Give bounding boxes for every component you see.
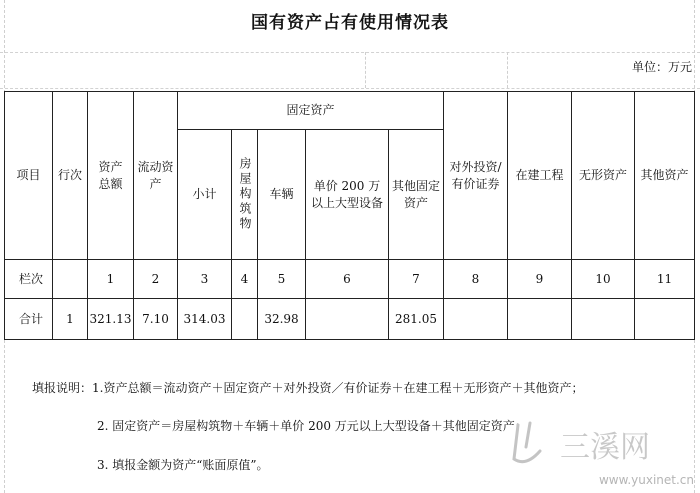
site-watermark xyxy=(496,417,696,487)
column-number: 6 xyxy=(343,271,351,286)
header-item: 项目 xyxy=(16,168,41,182)
note-line-1: 填报说明：1.资产总额＝流动资产＋固定资产＋对外投资／有价证券＋在建工程＋无形资产＋其他资产； xyxy=(32,381,584,395)
total-row-value: 281.05 xyxy=(395,311,437,326)
total-row-value xyxy=(444,299,507,339)
note-line-2: 2. 固定资产＝房屋构筑物＋车辆＋单价 200 万元以上大型设备＋其他固定资产； xyxy=(97,419,527,433)
table-border xyxy=(694,91,695,340)
column-number: 4 xyxy=(240,271,249,286)
total-row-value: 314.03 xyxy=(183,311,226,326)
header-row-no: 行次 xyxy=(57,168,82,182)
table-border xyxy=(4,339,694,340)
header-fixed-assets: 固定资产 xyxy=(286,103,335,117)
note-line-3: 3. 填报金额为资产“账面原值”。 xyxy=(97,458,269,472)
total-row-value xyxy=(635,299,694,339)
column-number: 9 xyxy=(535,271,544,286)
header-other-assets: 其他资产 xyxy=(640,168,689,182)
column-number: 2 xyxy=(151,271,160,286)
column-number: 11 xyxy=(656,271,673,286)
watermark-text: 三溪网 xyxy=(560,430,650,465)
total-row-value: 321.13 xyxy=(89,311,132,326)
header-intangible: 无形资产 xyxy=(578,168,627,182)
column-number-label: 栏次 xyxy=(19,271,44,286)
column-number: 10 xyxy=(595,271,611,286)
header-subtotal: 小计 xyxy=(192,187,217,201)
total-row-label: 合计 xyxy=(19,311,44,326)
total-row-value: 1 xyxy=(66,311,74,326)
page-title: 国有资产占有使用情况表 xyxy=(251,13,449,33)
header-construction: 在建工程 xyxy=(515,168,564,182)
column-number: 5 xyxy=(277,271,286,286)
total-row-value xyxy=(232,299,257,339)
header-other-fixed: 其他固定资产 xyxy=(391,178,440,210)
column-number: 7 xyxy=(412,271,420,286)
watermark-url: www.yuxinet.cn xyxy=(598,473,694,487)
header-current-assets: 流动资产 xyxy=(137,159,174,191)
total-row-value: 7.10 xyxy=(142,311,169,326)
header-buildings-text: 房屋构筑物 xyxy=(238,157,252,232)
total-row-value xyxy=(306,299,388,339)
header-investments: 对外投资/有价证券 xyxy=(449,159,502,191)
header-vehicles: 车辆 xyxy=(269,187,294,201)
header-total-assets: 资产总额 xyxy=(98,159,123,191)
column-number: 8 xyxy=(471,271,480,286)
column-number: 3 xyxy=(200,271,209,286)
header-large-equipment: 单价 200 万以上大型设备 xyxy=(310,178,383,210)
watermark-logo-icon xyxy=(496,417,696,473)
column-number xyxy=(53,260,87,298)
total-row-value xyxy=(572,299,634,339)
unit-label: 单位：万元 xyxy=(631,60,692,74)
total-row-value xyxy=(508,299,571,339)
header-buildings xyxy=(232,130,257,259)
column-number: 1 xyxy=(106,271,115,286)
total-row-value: 32.98 xyxy=(264,311,299,326)
